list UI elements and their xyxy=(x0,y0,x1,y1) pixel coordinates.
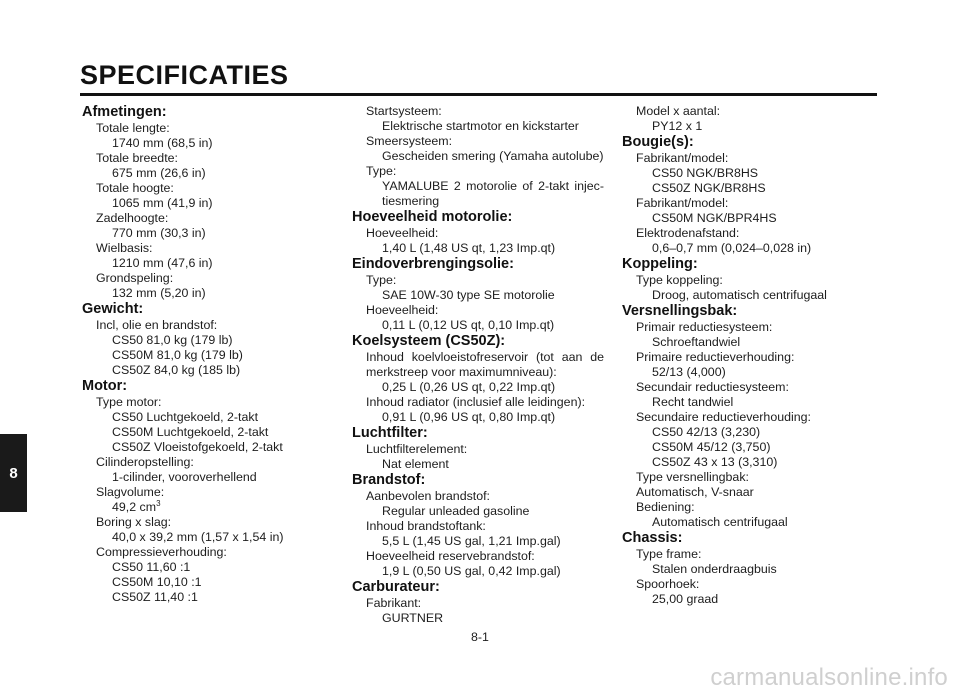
spec-value: SAE 10W-30 type SE motorolie xyxy=(382,288,555,302)
section-afmetingen xyxy=(82,104,322,301)
spec-label: Inhoud brandstoftank: xyxy=(366,519,486,533)
spec-label: Hoeveelheid: xyxy=(366,226,439,240)
spec-value: 5,5 L (1,45 US gal, 1,21 Imp.gal) xyxy=(382,534,561,548)
spec-value: CS50Z Vloeistofgekoeld, 2-takt xyxy=(112,440,283,454)
spec-label: Boring x slag: xyxy=(96,515,172,529)
spec-value: 770 mm (30,3 in) xyxy=(112,226,206,240)
spec-value: CS50Z 11,40 :1 xyxy=(112,590,198,604)
section-chassis xyxy=(622,530,862,607)
spec-value: Recht tandwiel xyxy=(652,395,734,409)
spec-value: 1740 mm (68,5 in) xyxy=(112,136,213,150)
spec-value: CS50M Luchtgekoeld, 2-takt xyxy=(112,425,269,439)
spec-value: 1065 mm (41,9 in) xyxy=(112,196,213,210)
volume-value: 49,2 cm xyxy=(112,500,157,514)
column-1 xyxy=(82,104,322,605)
section-heading: Luchtfilter: xyxy=(352,425,428,441)
spec-value: 0,6–0,7 mm (0,024–0,028 in) xyxy=(652,241,812,255)
spec-value: CS50M NGK/BPR4HS xyxy=(652,211,777,225)
spec-label: Primair reductiesysteem: xyxy=(636,320,773,334)
section-heading: Carburateur: xyxy=(352,579,440,595)
section-luchtfilter xyxy=(352,425,604,472)
spec-value: 0,91 L (0,96 US qt, 0,80 Imp.qt) xyxy=(382,410,556,424)
spec-label: Incl, olie en brandstof: xyxy=(96,318,218,332)
spec-value: YAMALUBE 2 motorolie of 2-takt injec-tiesmering xyxy=(382,179,604,208)
spec-value: CS50Z 84,0 kg (185 lb) xyxy=(112,363,241,377)
spec-label: Totale lengte: xyxy=(96,121,170,135)
spec-value: Stalen onderdraagbuis xyxy=(652,562,777,576)
spec-value: Regular unleaded gasoline xyxy=(382,504,530,518)
spec-label: Type: xyxy=(366,273,397,287)
section-heading: Afmetingen: xyxy=(82,104,167,120)
spec-value: CS50 NGK/BR8HS xyxy=(652,166,759,180)
spec-label: Zadelhoogte: xyxy=(96,211,169,225)
spec-value: 1,9 L (0,50 US gal, 0,42 Imp.gal) xyxy=(382,564,561,578)
spec-value: CS50 42/13 (3,230) xyxy=(652,425,761,439)
page-number: 8-1 xyxy=(471,630,489,644)
spec-value: Droog, automatisch centrifugaal xyxy=(652,288,827,302)
spec-label: Fabrikant: xyxy=(366,596,422,610)
spec-value: 52/13 (4,000) xyxy=(652,365,726,379)
spec-value: Gescheiden smering (Yamaha autolube) xyxy=(382,149,604,163)
spec-value: 1210 mm (47,6 in) xyxy=(112,256,213,270)
spec-label: Primaire reductieverhouding: xyxy=(636,350,795,364)
spec-label: Model x aantal: xyxy=(636,104,721,118)
spec-value: 0,25 L (0,26 US qt, 0,22 Imp.qt) xyxy=(382,380,556,394)
spec-label: Cilinderopstelling: xyxy=(96,455,194,469)
section-gewicht xyxy=(82,301,322,378)
section-heading: Eindoverbrengingsolie: xyxy=(352,256,514,272)
spec-value: Nat element xyxy=(382,457,449,471)
spec-label: Grondspeling: xyxy=(96,271,174,285)
spec-label: Type motor: xyxy=(96,395,162,409)
spec-label: Totale breedte: xyxy=(96,151,178,165)
spec-value: 40,0 x 39,2 mm (1,57 x 1,54 in) xyxy=(112,530,284,544)
section-heading: Chassis: xyxy=(622,530,683,546)
chapter-tab xyxy=(0,434,27,512)
spec-label: Type frame: xyxy=(636,547,702,561)
watermark: carmanualsonline.info xyxy=(710,664,948,691)
section-motorolie xyxy=(352,209,604,256)
spec-value: 0,11 L (0,12 US qt, 0,10 Imp.qt) xyxy=(382,318,555,332)
section-carburateur xyxy=(352,579,604,626)
chapter-number: 8 xyxy=(9,464,18,482)
spec-value: Automatisch centrifugaal xyxy=(652,515,788,529)
spec-value: 132 mm (5,20 in) xyxy=(112,286,206,300)
column-3 xyxy=(622,104,862,607)
section-heading: Koppeling: xyxy=(622,256,698,272)
spec-label: Wielbasis: xyxy=(96,241,153,255)
spec-label: Secundaire reductieverhouding: xyxy=(636,410,811,424)
spec-label: Smeersysteem: xyxy=(366,134,453,148)
spec-label: Slagvolume: xyxy=(96,485,165,499)
spec-label: Totale hoogte: xyxy=(96,181,174,195)
spec-value: 1-cilinder, vooroverhellend xyxy=(112,470,257,484)
spec-label: Secundair reductiesysteem: xyxy=(636,380,789,394)
spec-label: Type koppeling: xyxy=(636,273,723,287)
section-koppeling xyxy=(622,256,862,303)
spec-value: 1,40 L (1,48 US qt, 1,23 Imp.qt) xyxy=(382,241,556,255)
spec-label: Hoeveelheid reservebrandstof: xyxy=(366,549,535,563)
column-2 xyxy=(352,104,604,626)
section-brandstof xyxy=(352,472,604,579)
spec-value: CS50M 81,0 kg (179 lb) xyxy=(112,348,243,362)
spec-value: Schroeftandwiel xyxy=(652,335,741,349)
spec-label: Fabrikant/model: xyxy=(636,151,729,165)
spec-label: Startsysteem: xyxy=(366,104,442,118)
title-rule xyxy=(80,93,877,96)
spec-label: Type: xyxy=(366,164,397,178)
spec-value: CS50M 10,10 :1 xyxy=(112,575,202,589)
section-heading: Hoeveelheid motorolie: xyxy=(352,209,513,225)
spec-value: CS50Z 43 x 13 (3,310) xyxy=(652,455,778,469)
section-koelsysteem xyxy=(352,333,604,425)
section-eindoverbrengingsolie xyxy=(352,256,604,333)
spec-label: Compressieverhouding: xyxy=(96,545,227,559)
section-heading: Versnellingsbak: xyxy=(622,303,738,319)
spec-value: Elektrische startmotor en kickstarter xyxy=(382,119,579,133)
spec-label: Inhoud radiator (inclusief alle leidingen): xyxy=(366,395,586,409)
spec-value: CS50 81,0 kg (179 lb) xyxy=(112,333,233,347)
section-motor xyxy=(82,378,322,605)
spec-label: Spoorhoek: xyxy=(636,577,700,591)
section-bougie xyxy=(622,134,862,256)
spec-value: PY12 x 1 xyxy=(652,119,703,133)
volume-unit-exponent: 3 xyxy=(156,498,161,508)
section-heading: Koelsysteem (CS50Z): xyxy=(352,333,506,349)
spec-label: Hoeveelheid: xyxy=(366,303,439,317)
spec-label: Inhoud koelvloeistofreservoir (tot aan de merkstreep voor maximumniveau): xyxy=(366,350,604,379)
spec-label: Type versnellingbak: xyxy=(636,470,749,484)
spec-label: Fabrikant/model: xyxy=(636,196,729,210)
spec-value: 25,00 graad xyxy=(652,592,719,606)
section-heading: Brandstof: xyxy=(352,472,426,488)
spec-label: Elektrodenafstand: xyxy=(636,226,740,240)
spec-value xyxy=(96,500,322,515)
section-heading: Bougie(s): xyxy=(622,134,694,150)
spec-value: CS50M 45/12 (3,750) xyxy=(652,440,771,454)
section-heading: Gewicht: xyxy=(82,301,144,317)
spec-label: Bediening: xyxy=(636,500,695,514)
spec-value: CS50 Luchtgekoeld, 2-takt xyxy=(112,410,259,424)
spec-label: Luchtfilterelement: xyxy=(366,442,468,456)
spec-value: CS50Z NGK/BR8HS xyxy=(652,181,766,195)
spec-label: Aanbevolen brandstof: xyxy=(366,489,490,503)
section-heading: Motor: xyxy=(82,378,128,394)
spec-value: Automatisch, V-snaar xyxy=(636,485,754,499)
section-versnellingsbak xyxy=(622,303,862,530)
spec-value: 675 mm (26,6 in) xyxy=(112,166,206,180)
spec-value: CS50 11,60 :1 xyxy=(112,560,191,574)
spec-value: GURTNER xyxy=(382,611,444,625)
page-title: SPECIFICATIES xyxy=(80,60,289,90)
